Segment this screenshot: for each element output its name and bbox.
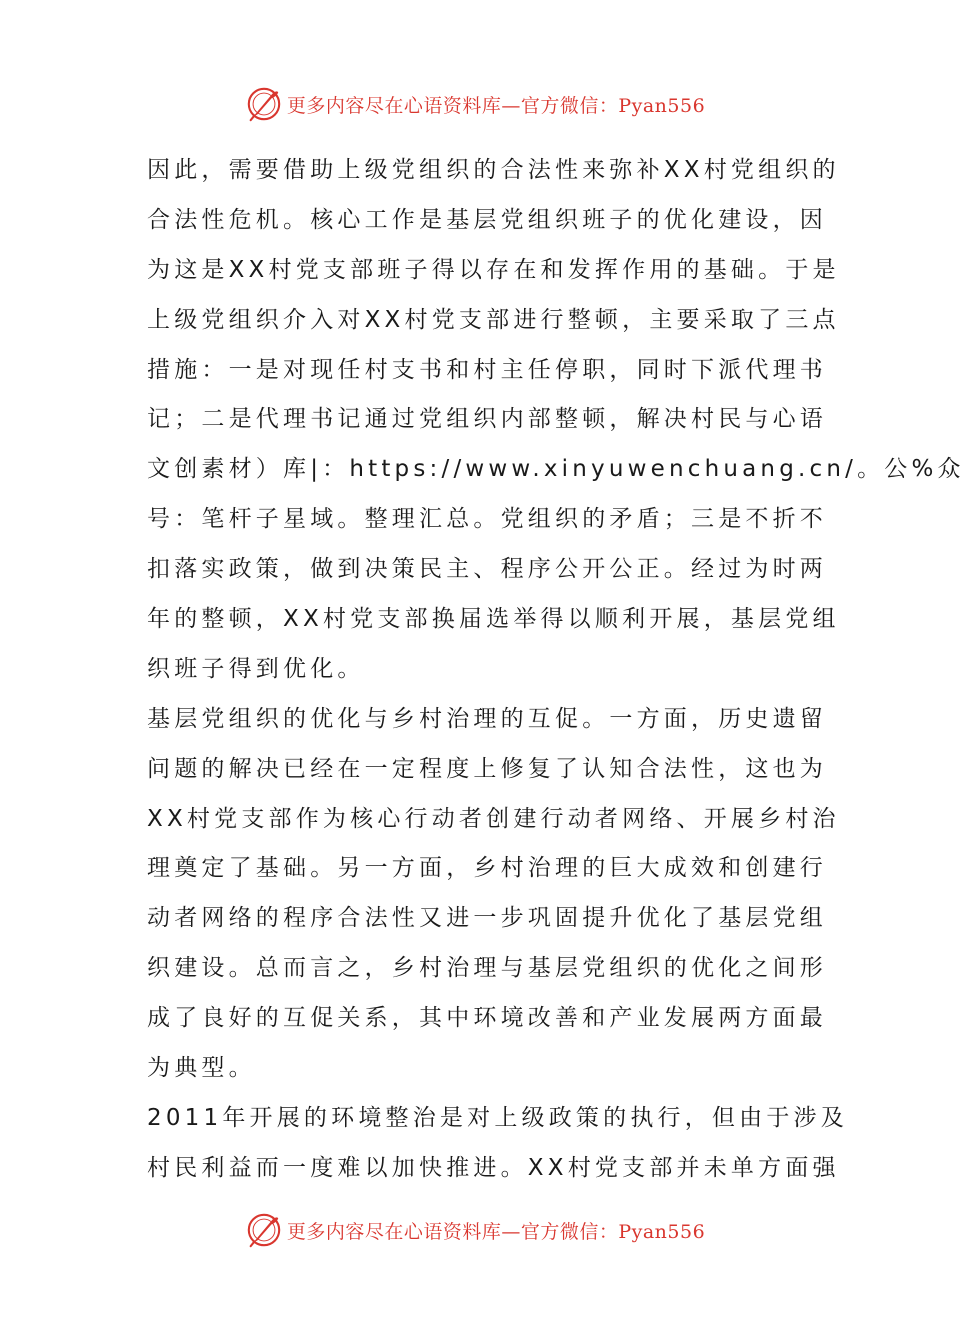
header-banner-text: 更多内容尽在心语资料库—官方微信：Pyan556 bbox=[286, 94, 706, 117]
footer-banner bbox=[0, 1210, 950, 1250]
text-line: 为这是XX村党支部班子得以存在和发挥作用的基础。于是 bbox=[147, 256, 840, 283]
quill-pen-logo-icon bbox=[245, 85, 283, 123]
text-line: 织建设。总而言之，乡村治理与基层党组织的优化之间形 bbox=[147, 955, 827, 982]
text-line: 理奠定了基础。另一方面，乡村治理的巨大成效和创建行 bbox=[147, 855, 827, 882]
text-line: XX村党支部作为核心行动者创建行动者网络、开展乡村治 bbox=[147, 805, 840, 832]
text-line: 基层党组织的优化与乡村治理的互促。一方面，历史遗留 bbox=[147, 705, 827, 732]
header-banner bbox=[0, 84, 950, 124]
text-line: 文创素材）库|：https://www.xinyuwenchuang.cn/。公%众 bbox=[147, 456, 965, 483]
text-line: 记；二是代理书记通过党组织内部整顿，解决村民与心语 bbox=[147, 406, 827, 433]
footer-banner-text: 更多内容尽在心语资料库—官方微信：Pyan556 bbox=[286, 1220, 706, 1243]
text-line: 2011年开展的环境整治是对上级政策的执行，但由于涉及 bbox=[147, 1104, 848, 1131]
text-line: 因此，需要借助上级党组织的合法性来弥补XX村党组织的 bbox=[147, 157, 840, 183]
text-line: 合法性危机。核心工作是基层党组织班子的优化建设，因 bbox=[147, 206, 827, 233]
text-line: 措施：一是对现任村支书和村主任停职，同时下派代理书 bbox=[147, 356, 827, 383]
text-line: 成了良好的互促关系，其中环境改善和产业发展两方面最 bbox=[147, 1005, 827, 1032]
text-line: 村民利益而一度难以加快推进。XX村党支部并未单方面强 bbox=[147, 1154, 840, 1181]
quill-pen-logo-icon bbox=[245, 1211, 283, 1249]
document-body bbox=[147, 146, 965, 1194]
text-line: 织班子得到优化。 bbox=[147, 655, 365, 682]
text-line: 年的整顿，XX村党支部换届选举得以顺利开展，基层党组 bbox=[147, 606, 840, 633]
text-line: 为典型。 bbox=[147, 1055, 256, 1082]
text-line: 动者网络的程序合法性又进一步巩固提升优化了基层党组 bbox=[147, 905, 827, 932]
text-line: 号：笔杆子星域。整理汇总。党组织的矛盾；三是不折不 bbox=[147, 506, 827, 533]
text-line: 问题的解决已经在一定程度上修复了认知合法性，这也为 bbox=[147, 755, 827, 782]
text-line: 上级党组织介入对XX村党支部进行整顿，主要采取了三点 bbox=[147, 306, 840, 333]
text-line: 扣落实政策，做到决策民主、程序公开公正。经过为时两 bbox=[147, 556, 827, 583]
